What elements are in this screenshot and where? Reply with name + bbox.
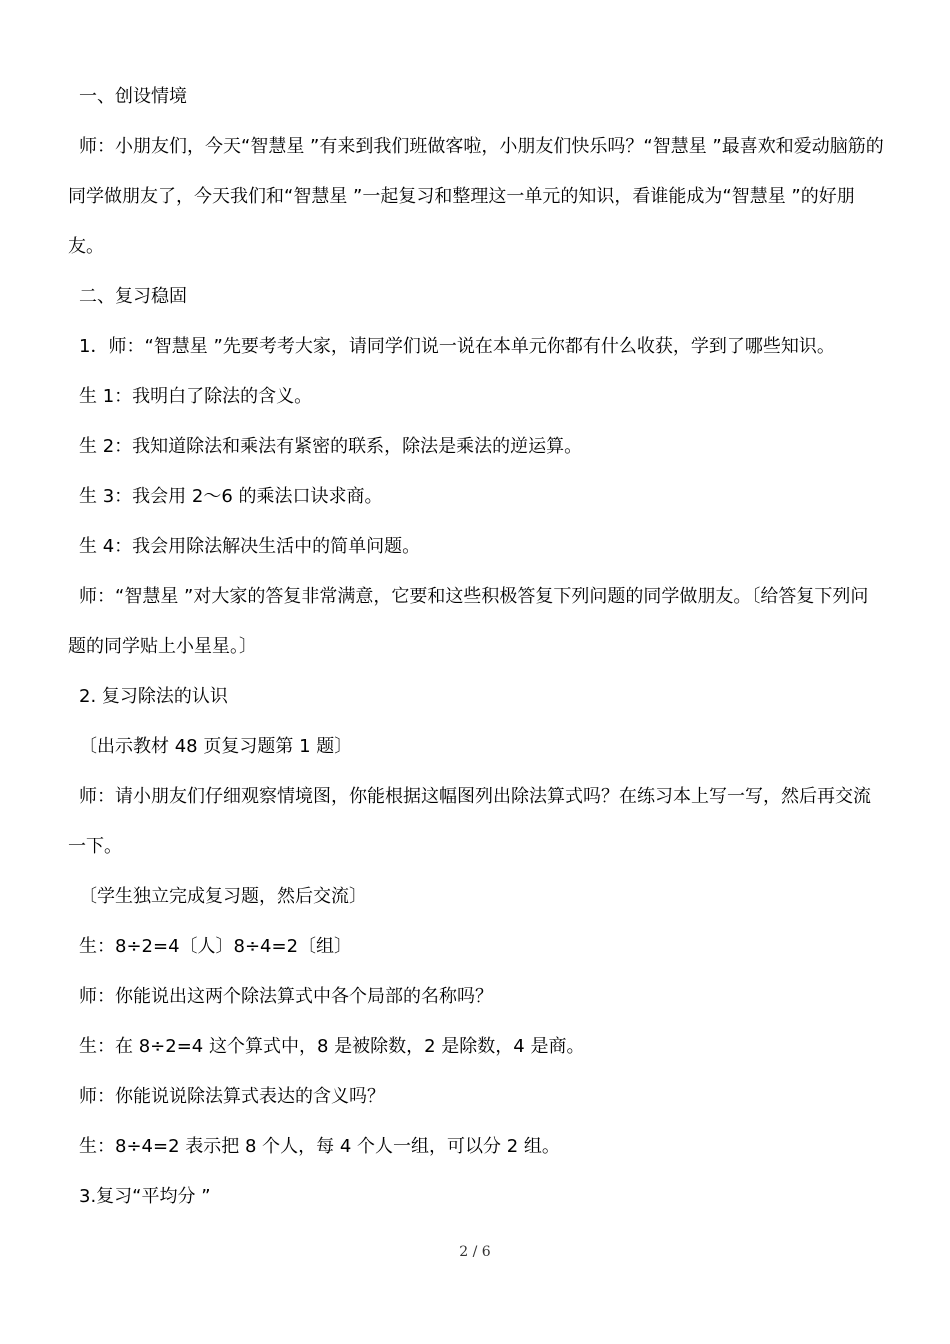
paragraph-item-2: 2. 复习除法的认识 (79, 686, 228, 707)
paragraph-teacher-praise: 师：“智慧星 ”对大家的答复非常满意，它要和这些积极答复下列问题的同学做朋友。〔给答复下列问题的同学贴上小星星。〕 (68, 586, 869, 657)
paragraph-teacher-instruction: 师：请小朋友们仔细观察情境图，你能根据这幅图列出除法算式吗？在练习本上写一写，然后再交流一下。 (68, 786, 871, 857)
paragraph-student-work-note: 〔学生独立完成复习题，然后交流〕 (79, 886, 367, 907)
paragraph-student-1: 生 1：我明白了除法的含义。 (79, 386, 313, 407)
paragraph-student-answer-1: 生：在 8÷2=4 这个算式中，8 是被除数，2 是除数，4 是商。 (79, 1036, 585, 1057)
paragraph-student-4: 生 4：我会用除法解决生活中的简单问题。 (79, 536, 421, 557)
paragraph-teacher-question-2: 师：你能说说除法算式表达的含义吗？ (79, 1086, 385, 1107)
paragraph-student-3: 生 3：我会用 2～6 的乘法口诀求商。 (79, 486, 383, 507)
document-body (68, 72, 886, 1222)
section-heading-2: 二、复习稳固 (79, 286, 187, 307)
paragraph-item-3: 3.复习“平均分 ” (79, 1186, 211, 1207)
paragraph-student-equations: 生：8÷2=4〔人〕8÷4=2〔组〕 (79, 936, 353, 957)
section-heading-1: 一、创设情境 (79, 86, 187, 107)
page-number: 2 / 6 (459, 1244, 491, 1260)
paragraph-teacher-question-1: 师：你能说出这两个除法算式中各个局部的名称吗？ (79, 986, 493, 1007)
paragraph-textbook-note: 〔出示教材 48 页复习题第 1 题〕 (79, 736, 353, 757)
paragraph-student-2: 生 2：我知道除法和乘法有紧密的联系，除法是乘法的逆运算。 (79, 436, 583, 457)
paragraph-student-answer-2: 生：8÷4=2 表示把 8 个人，每 4 个人一组，可以分 2 组。 (79, 1136, 560, 1157)
paragraph-intro: 师：小朋友们，今天“智慧星 ”有来到我们班做客啦，小朋友们快乐吗？“智慧星 ”最喜欢和爱动脑筋的同学做朋友了，今天我们和“智慧星 ”一起复习和整理这一单元的知识，看谁能成为“智慧星 ”的好朋友。 (68, 136, 884, 257)
paragraph-item-1: 1．师：“智慧星 ”先要考考大家，请同学们说一说在本单元你都有什么收获，学到了哪些知识。 (79, 336, 835, 357)
